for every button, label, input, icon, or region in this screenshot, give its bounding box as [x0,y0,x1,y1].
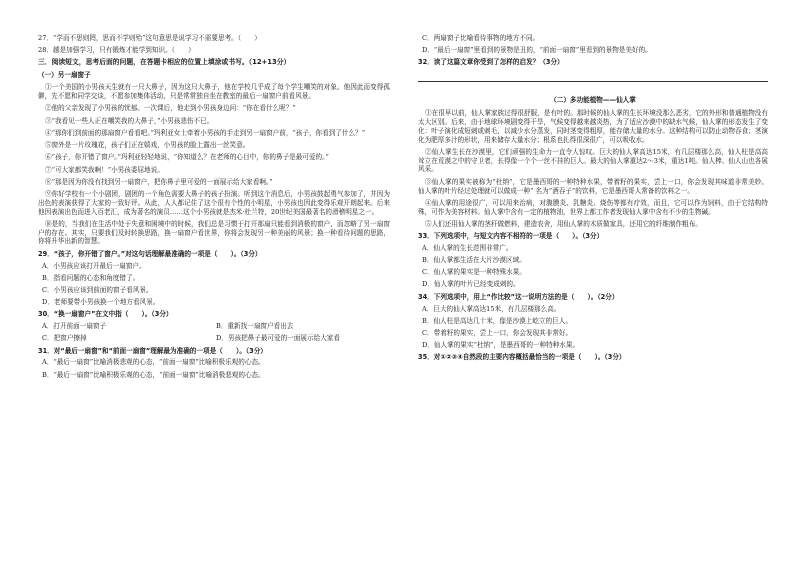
q33-option-b[interactable]: B．仙人掌都生活在大片沙漠区域。 [422,256,526,265]
passage-1-para-1: ①一个美国的小男孩天生就有一只大鼻子，因为这只大鼻子，他在学校几乎成了每个学生嘲笑的对象。他因此而变得孤僻，先不愿和同学交谈，不愿参加集体活动，只是常常独自坐在教室的最后一扇窗户前看风景。 [38,83,390,101]
passage-2-para-1: ①在很早以前，仙人掌家族过得很舒服，是有叶的。那时候的仙人掌的生长环境没那么恶劣，它的外形和普通植物没有太大区别。后来，由于地球环境剧变得干旱，气候变得越来越炎热，为了适应沙漠中的缺水气候，仙人掌的形态发生了变化：叶子演化成短刺或刺毛，以减少水分蒸发，同时茎变得粗厚，能存储大量的水分。这种结构可以防止动物吞食；茎演化为肥厚多汁的形状，用来储存大量水分；根系也扎得很深很广，可以吸收水。 [418,109,768,144]
question-31: 31．对“最后一扇窗”和“前面一扇窗”理解最为准确的一项是（ ）。（3分） [38,346,267,355]
q29-option-d[interactable]: D．老师要带小男孩换一个地方看风景。 [42,298,160,307]
q33-option-d[interactable]: D．仙人掌的叶片已经变成刺的。 [422,280,520,289]
q34-option-a[interactable]: A．巨大的仙人掌高达15米，有几层楼那么高。 [422,304,561,313]
passage-1-title: （一）另一扇窗子 [38,70,91,79]
passage-2-para-4: ④仙人掌的用途很广，可以用来治病，对腹膜炎、乳糖炎、烧伤等都有疗效，而且，它可以作为饲料，由于它结构特殊，可作为美容材料。仙人掌中含有一定的植物油，世界上都工作者发现仙人掌中含有不少的生物碱。 [418,198,768,216]
question-33: 33．下列选项中，与短文内容不相符的一项是（ ）。（3分） [418,231,604,240]
q30-options-row-2 [42,334,390,343]
q29-option-a[interactable]: A．小男孩应该打开最后一扇窗户。 [42,261,146,270]
passage-2-para-3: ③仙人掌的果实被称为“杜纳”，它是墨西哥的一种特种水果，带着籽的果实，尝上一口，你会发现其味道非常美妙。仙人掌的叶片经过处理就可以做成一种“ 名为“酒吞子”的饮料，它是墨西哥人常备的饮料之一。 [418,177,768,195]
q34-option-d[interactable]: D．仙人掌的果实“杜纳”，是墨西哥的一种特种水果。 [422,341,580,350]
passage-1-para-8: ⑧“那是因为你没有找到另一扇窗户，把你鼻子里可爱的一面展示给大家看啊。” [45,177,273,186]
q31-option-a[interactable]: A．“最后一扇窗”比喻消极悲观的心态，“前面一扇窗”比喻积极乐观的心态。 [42,358,265,367]
passage-1-para-7: ⑦“可大家都笑我啊！”小男孩委屈地说。 [45,165,164,174]
left-column [38,34,390,383]
q30-options-row-1 [42,322,390,331]
passage-2-title: （二）多功能植物——仙人掌 [550,96,636,105]
question-35: 35．对①②③④自然段的主要内容概括最恰当的一项是（ ）。（3分） [418,353,626,362]
passage-1-para-2: ②他的父亲发现了小男孩的忧郁。一次课后，他走到小男孩身边问：“你在看什么呢？” [45,104,296,113]
passage-1-para-4: ④“那你们到前面的那扇窗户看看吧。”玛利亚女士牵着小男孩的手走到另一扇窗户前，“孩子，你看到了什么？” [45,128,366,137]
passage-1-para-10: ⑩是的，当我们在生活中处于失意和困境中的时候，我们总是习惯于打开那扇只能看到消极的窗户，而忽略了另一扇窗户的存在。其实，只要我们及时转换思路，换一扇窗户看世界，你将会发现另一种美丽的风景；换一种看待问题的思路，你将升华出新的智慧。 [38,219,390,246]
question-29: 29．“孩子，你开错了窗户。”对这句话理解最准确的一项是（ ）。（3分） [38,249,262,258]
passage-1-para-5: ⑤窗外是一片玫瑰花，孩子们正在嬉戏，小男孩的脸上露出一丝笑意。 [45,141,250,150]
q32-answer-line[interactable] [418,73,768,82]
q31-option-c[interactable]: C．两扇窗子比喻看待事物的地方不同。 [422,34,540,42]
q29-option-c[interactable]: C．小男孩应该到前面的窗子看风景。 [42,285,153,294]
right-column [418,34,768,365]
q30-option-a[interactable]: A．打开前面一扇窗子 [42,322,107,331]
q30-option-c[interactable]: C．把窗户擦掉 [42,334,87,343]
q29-option-b[interactable]: B．指看问题的心态和角度错了。 [42,273,140,282]
section-3-heading: 三．阅读短文，思考后面的问题，在答题卡相应的位置上填涂或书写。（12+13分） [38,58,291,67]
question-32: 32．读了这篇文章你受到了怎样的启发？（3分） [418,58,564,67]
passage-2-para-2: ②仙人掌生长在沙漠里，它们顽强的生命力一直令人惊叹。巨大的仙人掌高达15米，有几层楼那么高，仙人柱是高高耸立在荒漠之中的守卫者，长得像一个个一丝不挂的巨人。最大的仙人掌重达2～3米，重达1吨。仙人棒、仙人山也各展风采。 [418,147,768,174]
q30-option-d[interactable]: D．男孩把鼻子最可爱的一面展示给大家看 [216,334,340,343]
q33-option-a[interactable]: A．仙人掌的生长范围非常广。 [422,243,513,252]
passage-2-para-5: ⑤人们还用仙人掌的茎秆做燃料，建造农舍，用仙人掌的木质做家具，还用它的纤维制作粗布。 [425,219,702,228]
q34-option-c[interactable]: C．带着籽的果实，尝上一口，你会发现其非常好。 [422,328,573,337]
question-28: 28．越是加强学习，只有锻炼才能学到知识。（ ） [38,46,195,55]
question-30: 30．“换一扇窗户”在文中指（ ）。（3分） [38,310,173,319]
q33-option-c[interactable]: C．仙人掌的果实是一种特殊水果。 [422,268,526,277]
q31-option-b[interactable]: B．“最后一扇窗”比喻积极乐观的心态，“前面一扇窗”比喻消极悲观的心态。 [42,370,265,379]
passage-1-para-9: ⑨你好学校有一个小剧团，剧团的一个角色需要大鼻子的孩子扮演。听到这个消息后，小男孩鼓起勇气参加了，并因为出色的表演获得了大家的一致好评。从此，人人都记住了这个很有个性的小明星，小男孩也因此变得乐观开朗起来。后来他因表演出色而进入百老汇，成为著名的演员……这个小男孩就是杰米·杜兰特，20世纪美国最著名的滑稽明星之一。 [38,189,390,216]
question-34: 34．下列选项中，用上“作比较”这一说明方法的是（ ）。（2分） [418,292,619,301]
question-27: 27．“学而不思则罔，思而不学则殆”这句意思是说学习不需要思考。（ ） [38,34,261,42]
q34-option-b[interactable]: B．仙人柱是高达几十米，像是沙漠上屹立的巨人。 [422,316,572,325]
passage-1-para-3: ③“我看见一些人正在嘲笑我的大鼻子，”小男孩悲伤不已。 [45,116,214,125]
passage-1-para-6: ⑥“孩子，你开错了窗户。”玛利亚轻轻地说，“你知道么？在老师的心目中，你的鼻子是最可爱的。” [45,153,329,162]
q30-option-b[interactable]: B．重新找一扇窗户看出去 [216,322,294,331]
q31-option-d[interactable]: D．“最后一扇窗”里看到的景物是丑的，“前面一扇窗”里看到的景物是美好的。 [422,46,652,55]
